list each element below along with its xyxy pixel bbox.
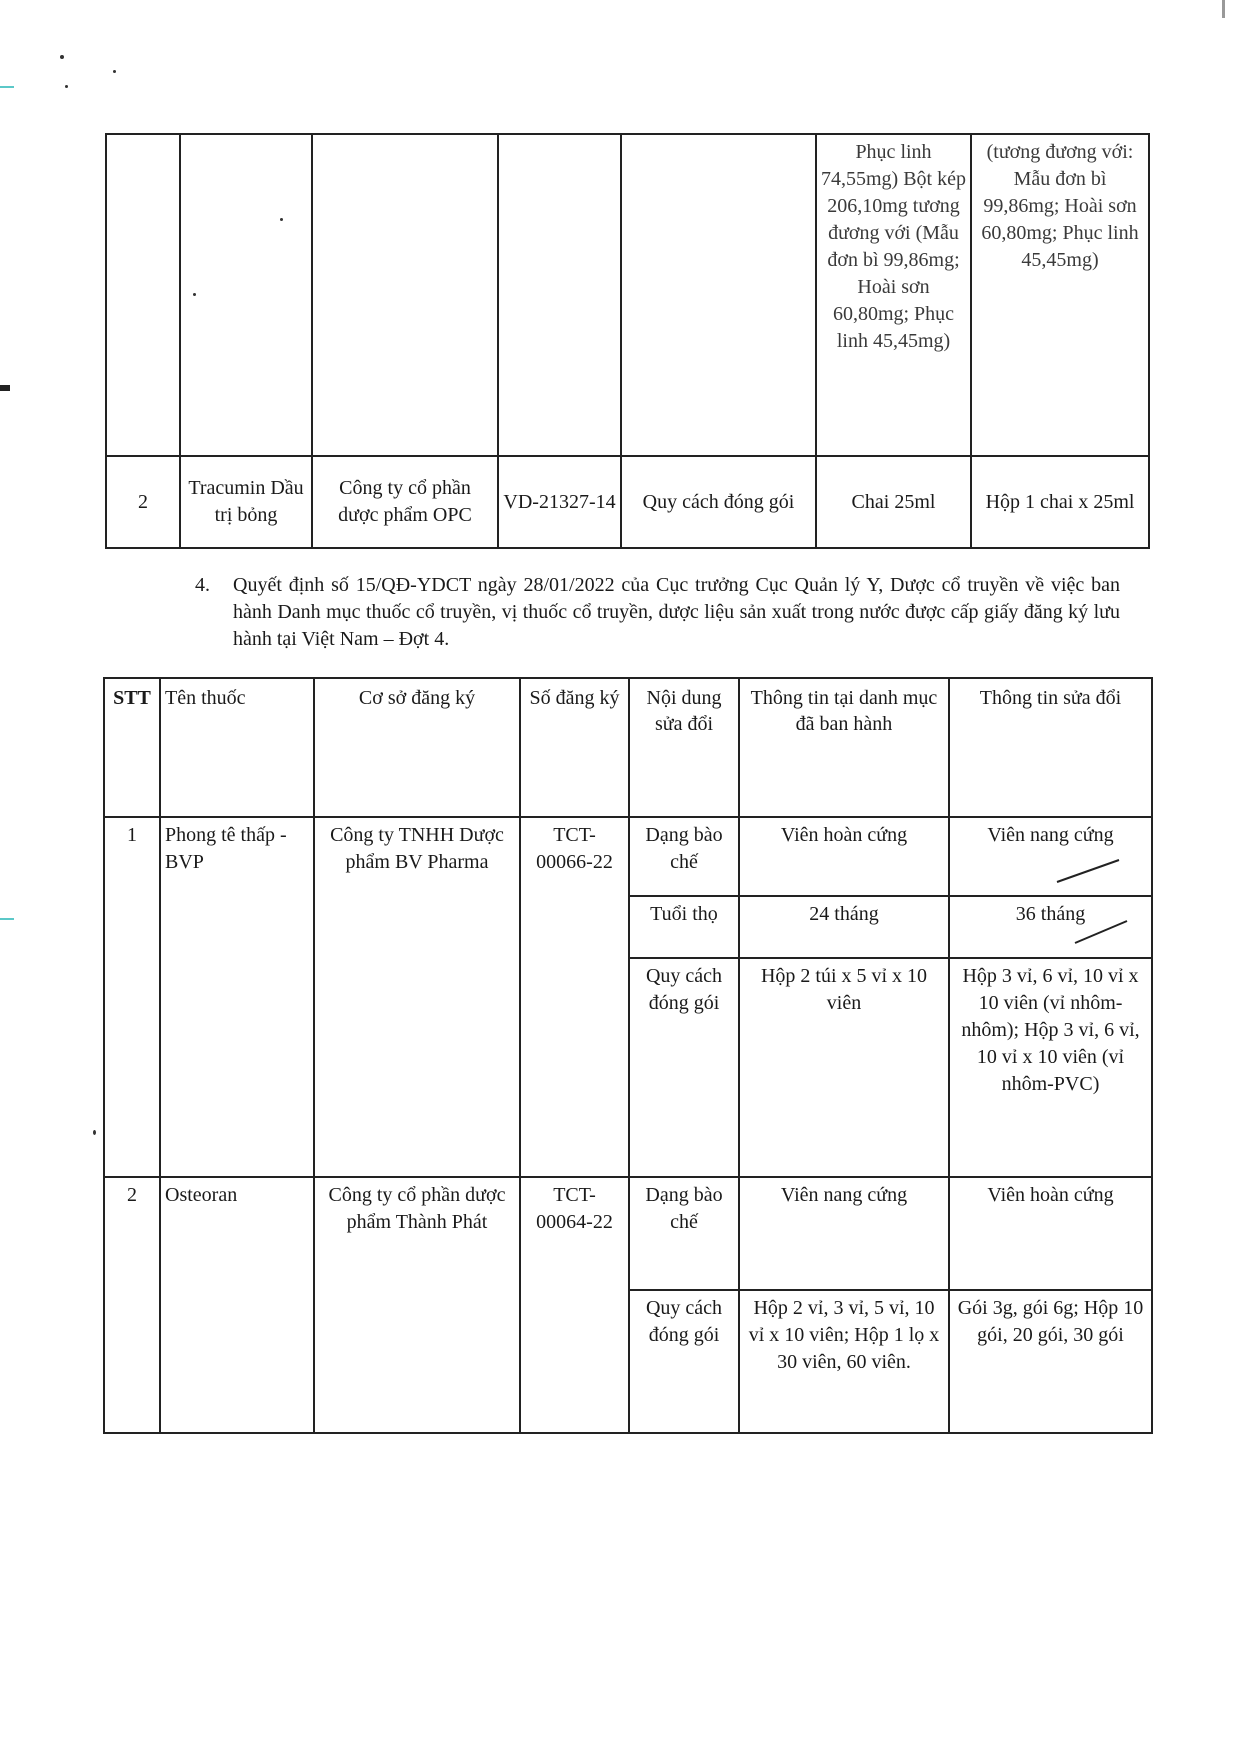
header-stt: STT xyxy=(104,678,160,817)
scan-edge-mark-bottom xyxy=(0,918,14,920)
table-row xyxy=(104,817,1152,896)
scan-speck xyxy=(65,85,68,88)
before-cell: Hộp 2 túi x 5 vỉ x 10 viên xyxy=(739,958,949,1177)
header-content: Nội dung sửa đổi xyxy=(629,678,739,817)
handwritten-check-mark xyxy=(1071,917,1131,947)
after-text: Viên nang cứng xyxy=(987,824,1114,846)
after-cell xyxy=(949,817,1152,896)
scan-speck xyxy=(113,70,116,73)
scan-speck xyxy=(0,385,10,391)
company-cell: Công ty TNHH Dược phẩm BV Pharma xyxy=(314,817,520,1177)
drug-name-cell: Tracumin Dầu trị bỏng xyxy=(180,456,312,548)
header-info-at-list: Thông tin tại danh mục đã ban hành xyxy=(739,678,949,817)
table-row xyxy=(104,1177,1152,1290)
before-cell: Hộp 2 vỉ, 3 vỉ, 5 vỉ, 10 vỉ x 10 viên; Hộp 1 lọ x 30 viên, 60 viên. xyxy=(739,1290,949,1433)
table-row xyxy=(106,456,1149,548)
company-cell xyxy=(312,134,498,456)
after-cell xyxy=(949,896,1152,958)
after-cell: Hộp 3 vỉ, 6 vỉ, 10 vỉ x 10 viên (vỉ nhôm-nhôm); Hộp 3 vỉ, 6 vỉ, 10 vỉ x 10 viên (vỉ nhôm-PVC) xyxy=(949,958,1152,1177)
content-cell: Dạng bào chế xyxy=(629,1177,739,1290)
content-cell: Quy cách đóng gói xyxy=(621,456,816,548)
content-cell: Quy cách đóng gói xyxy=(629,958,739,1177)
scan-speck xyxy=(93,1130,96,1135)
scan-speck xyxy=(60,55,64,59)
company-cell: Công ty cổ phần dược phẩm OPC xyxy=(312,456,498,548)
reg-no-cell: TCT-00064-22 xyxy=(520,1177,629,1433)
table-row xyxy=(106,134,1149,456)
before-cell: 24 tháng xyxy=(739,896,949,958)
table-amendments xyxy=(103,677,1153,1434)
stt-cell: 2 xyxy=(104,1177,160,1433)
content-cell: Dạng bào chế xyxy=(629,817,739,896)
header-name: Tên thuốc xyxy=(160,678,314,817)
before-cell: Viên hoàn cứng xyxy=(739,817,949,896)
reg-no-cell xyxy=(498,134,621,456)
after-cell: Viên hoàn cứng xyxy=(949,1177,1152,1290)
info-at-list-cell: Chai 25ml xyxy=(816,456,971,548)
section-number: 4. xyxy=(195,574,210,596)
stt-cell: 1 xyxy=(104,817,160,1177)
content-cell xyxy=(621,134,816,456)
header-reg-no: Số đăng ký xyxy=(520,678,629,817)
table-header-row xyxy=(104,678,1152,817)
company-cell: Công ty cổ phần dược phẩm Thành Phát xyxy=(314,1177,520,1433)
drug-name-cell: Osteoran xyxy=(160,1177,314,1433)
drug-name-cell: Phong tê thấp - BVP xyxy=(160,817,314,1177)
scan-speck xyxy=(1222,0,1225,18)
header-info-amended: Thông tin sửa đổi xyxy=(949,678,1152,817)
after-cell: Gói 3g, gói 6g; Hộp 10 gói, 20 gói, 30 gói xyxy=(949,1290,1152,1433)
info-at-list-cell: Phục linh 74,55mg) Bột kép 206,10mg tương đương với (Mẫu đơn bì 99,86mg; Hoài sơn 60,80mg; Phục linh 45,45mg) xyxy=(816,134,971,456)
before-cell: Viên nang cứng xyxy=(739,1177,949,1290)
reg-no-cell: VD-21327-14 xyxy=(498,456,621,548)
after-text: 36 tháng xyxy=(1015,903,1086,925)
content-cell: Tuổi thọ xyxy=(629,896,739,958)
header-company: Cơ sở đăng ký xyxy=(314,678,520,817)
info-amended-cell: (tương đương với: Mẫu đơn bì 99,86mg; Hoài sơn 60,80mg; Phục linh 45,45mg) xyxy=(971,134,1149,456)
section-text: Quyết định số 15/QĐ-YDCT ngày 28/01/2022 của Cục trưởng Cục Quản lý Y, Dược cổ truyền về việc ban hành Danh mục thuốc cổ truyền, vị thuốc cổ truyền, dược liệu sản xuất trong nước được cấp giấy đăng ký lưu hành tại Việt Nam – Đợt 4. xyxy=(233,574,1120,650)
reg-no-cell: TCT-00066-22 xyxy=(520,817,629,1177)
stt-cell: 2 xyxy=(106,456,180,548)
table-top-continuation xyxy=(105,133,1150,549)
section-4-paragraph xyxy=(195,572,1120,653)
handwritten-check-mark xyxy=(1053,856,1123,886)
drug-name-cell xyxy=(180,134,312,456)
scan-edge-mark-top xyxy=(0,86,14,88)
content-cell: Quy cách đóng gói xyxy=(629,1290,739,1433)
stt-cell xyxy=(106,134,180,456)
info-amended-cell: Hộp 1 chai x 25ml xyxy=(971,456,1149,548)
